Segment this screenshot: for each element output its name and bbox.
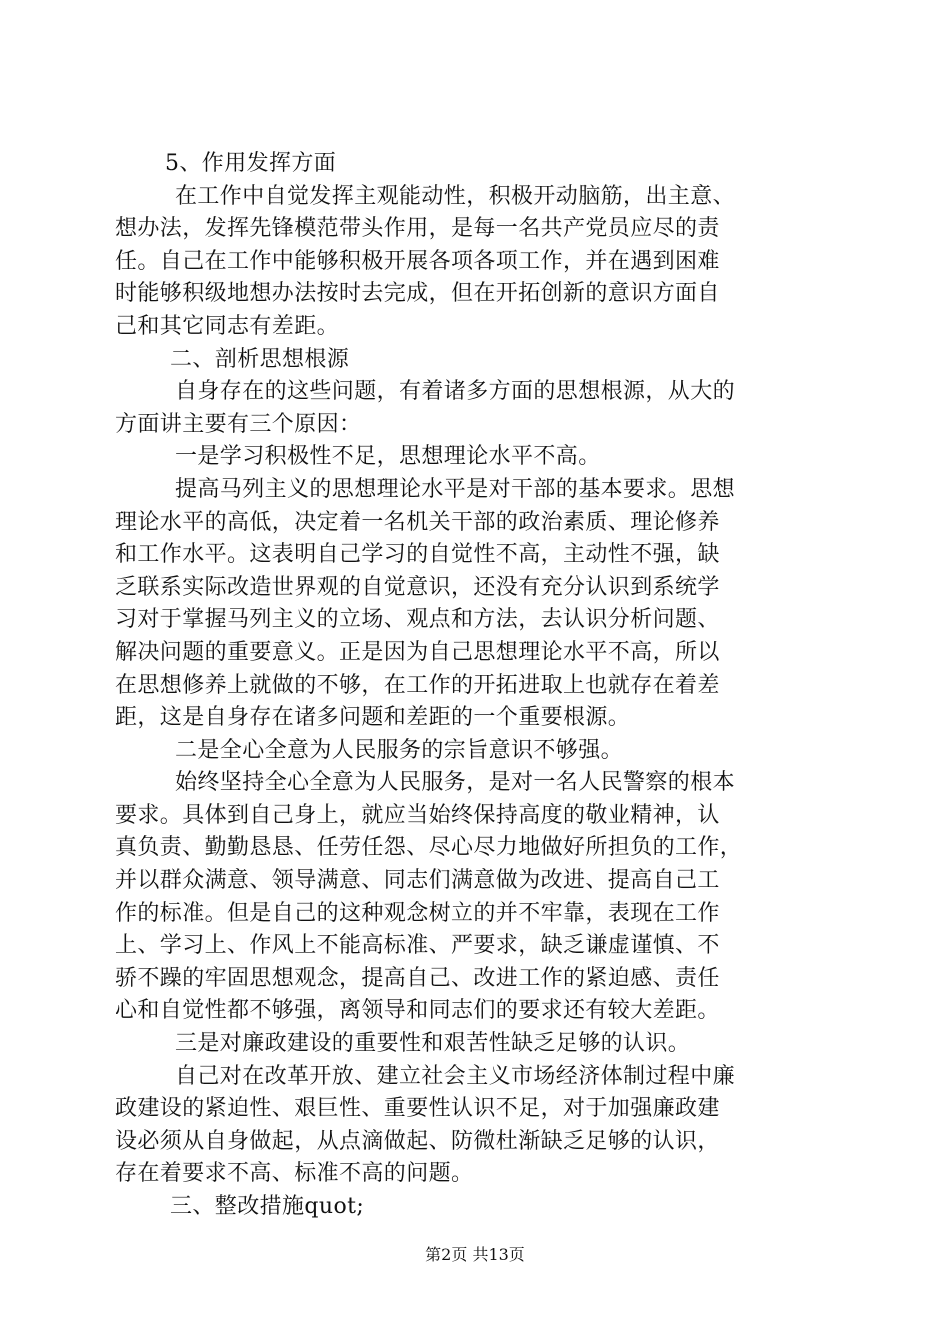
page-footer: 第2页 共13页: [425, 1245, 525, 1264]
text-line: 真负责、勤勤恳恳、任劳任怨、尽心尽力地做好所担负的工作，: [115, 835, 743, 861]
text-line: 习对于掌握马列主义的立场、观点和方法，去认识分析问题、: [115, 607, 720, 633]
text-line: 二是全心全意为人民服务的宗旨意识不够强。: [175, 737, 624, 763]
text-line: 政建设的紧迫性、艰巨性、重要性认识不足，对于加强廉政建: [115, 1096, 720, 1122]
text-line: 理论水平的高低，决定着一名机关干部的政治素质、理论修养: [115, 509, 720, 535]
text-line: 己和其它同志有差距。: [115, 313, 340, 339]
text-line: 上、学习上、作风上不能高标准、严要求，缺乏谦虚谨慎、不: [115, 933, 720, 959]
text-line: 解决问题的重要意义。正是因为自己思想理论水平不高，所以: [115, 639, 720, 665]
text-line: 距，这是自身存在诸多问题和差距的一个重要根源。: [115, 705, 631, 731]
text-line: 乏联系实际改造世界观的自觉意识，还没有充分认识到系统学: [115, 574, 720, 600]
text-line: 三、整改措施quot;: [170, 1194, 365, 1219]
text-line: 要求。具体到自己身上，就应当始终保持高度的敬业精神，认: [115, 802, 720, 828]
text-line: 自己对在改革开放、建立社会主义市场经济体制过程中廉: [175, 1063, 736, 1089]
text-line: 一是学习积极性不足，思想理论水平不高。: [175, 444, 601, 470]
text-line: 和工作水平。这表明自己学习的自觉性不高，主动性不强，缺: [115, 542, 720, 568]
text-line: 任。自己在工作中能够积极开展各项各项工作，并在遇到困难: [115, 248, 720, 274]
text-line: 方面讲主要有三个原因：: [115, 411, 362, 437]
text-line: 骄不躁的牢固思想观念，提高自己、改进工作的紧迫感、责任: [115, 965, 720, 991]
text-line: 始终坚持全心全意为人民服务，是对一名人民警察的根本: [175, 770, 736, 796]
text-line: 在工作中自觉发挥主观能动性，积极开动脑筋，出主意、: [175, 183, 736, 209]
text-line: 提高马列主义的思想理论水平是对干部的基本要求。思想: [175, 476, 736, 502]
text-line: 作的标准。但是自己的这种观念树立的并不牢靠，表现在工作: [115, 900, 720, 926]
text-line: 设必须从自身做起，从点滴做起、防微杜渐缺乏足够的认识，: [115, 1128, 720, 1154]
text-line: 二、剖析思想根源: [170, 346, 350, 372]
text-line: 心和自觉性都不够强，离领导和同志们的要求还有较大差距。: [115, 998, 720, 1024]
text-line: 并以群众满意、领导满意、同志们满意做为改进、提高自己工: [115, 868, 720, 894]
text-line: 存在着要求不高、标准不高的问题。: [115, 1161, 474, 1187]
text-line: 时能够积级地想办法按时去完成，但在开拓创新的意识方面自: [115, 281, 720, 307]
text-line: 自身存在的这些问题，有着诸多方面的思想根源，从大的: [175, 379, 736, 405]
text-line: 在思想修养上就做的不够，在工作的开拓进取上也就存在着差: [115, 672, 720, 698]
document-body: [115, 148, 835, 1224]
text-line: 想办法，发挥先锋模范带头作用，是每一名共产党员应尽的责: [115, 216, 720, 242]
text-line: 三是对廉政建设的重要性和艰苦性缺乏足够的认识。: [175, 1031, 691, 1057]
text-line: 5、作用发挥方面: [165, 151, 337, 176]
